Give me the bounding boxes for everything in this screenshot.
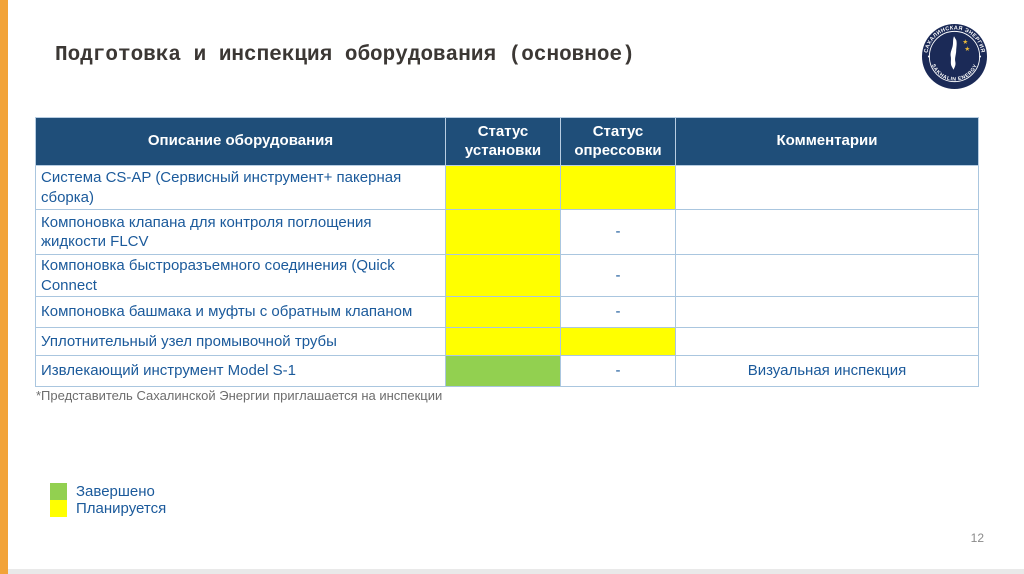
footnote: *Представитель Сахалинской Энергии приглашается на инспекции bbox=[36, 388, 443, 403]
equipment-description: Компоновка клапана для контроля поглощения жидкости FLCV bbox=[36, 210, 446, 255]
pressure-status-cell: - bbox=[561, 356, 676, 387]
install-status-cell bbox=[446, 255, 561, 297]
pressure-status-cell bbox=[561, 328, 676, 356]
left-accent-bar bbox=[0, 0, 8, 574]
install-status-cell bbox=[446, 166, 561, 210]
table-row bbox=[36, 166, 979, 210]
install-status-cell bbox=[446, 210, 561, 255]
comment-cell bbox=[676, 166, 979, 210]
status-legend bbox=[50, 483, 166, 517]
header-comments: Комментарии bbox=[676, 118, 979, 166]
legend-label: Планируется bbox=[76, 500, 167, 517]
legend-item-completed bbox=[50, 483, 166, 500]
bottom-divider-strip bbox=[0, 569, 1024, 574]
comment-cell bbox=[676, 255, 979, 297]
sakhalin-energy-logo bbox=[921, 23, 988, 90]
logo-bottom-text: SAKHALIN ENERGY bbox=[929, 63, 980, 83]
equipment-table bbox=[35, 117, 979, 387]
install-status-cell bbox=[446, 297, 561, 328]
comment-cell bbox=[676, 297, 979, 328]
equipment-description: Извлекающий инструмент Model S-1 bbox=[36, 356, 446, 387]
install-status-cell bbox=[446, 328, 561, 356]
pressure-status-cell: - bbox=[561, 210, 676, 255]
header-install-status: Статус установки bbox=[446, 118, 561, 166]
table-row bbox=[36, 297, 979, 328]
pressure-status-cell: - bbox=[561, 297, 676, 328]
page-number: 12 bbox=[970, 531, 984, 545]
comment-cell bbox=[676, 328, 979, 356]
table-row bbox=[36, 210, 979, 255]
equipment-description: Система CS-AP (Сервисный инструмент+ пакерная сборка) bbox=[36, 166, 446, 210]
legend-item-planned bbox=[50, 500, 166, 517]
equipment-description: Уплотнительный узел промывочной трубы bbox=[36, 328, 446, 356]
pressure-status-cell bbox=[561, 166, 676, 210]
comment-cell: Визуальная инспекция bbox=[676, 356, 979, 387]
install-status-cell bbox=[446, 356, 561, 387]
page-title: Подготовка и инспекция оборудования (основное) bbox=[55, 44, 635, 67]
star-icon: ★ bbox=[962, 39, 969, 47]
header-pressure-status: Статус опрессовки bbox=[561, 118, 676, 166]
header-description: Описание оборудования bbox=[36, 118, 446, 166]
legend-label: Завершено bbox=[76, 483, 155, 500]
table-row bbox=[36, 356, 979, 387]
table-row bbox=[36, 328, 979, 356]
table-row bbox=[36, 255, 979, 297]
equipment-description: Компоновка быстроразъемного соединения (Quick Connect bbox=[36, 255, 446, 297]
planned-color-swatch bbox=[50, 500, 67, 517]
star-icon: ★ bbox=[964, 46, 971, 54]
completed-color-swatch bbox=[50, 483, 67, 500]
table-header-row bbox=[36, 118, 979, 166]
comment-cell bbox=[676, 210, 979, 255]
pressure-status-cell: - bbox=[561, 255, 676, 297]
logo-top-text: САХАЛИНСКАЯ ЭНЕРГИЯ bbox=[923, 25, 986, 54]
equipment-description: Компоновка башмака и муфты с обратным клапаном bbox=[36, 297, 446, 328]
